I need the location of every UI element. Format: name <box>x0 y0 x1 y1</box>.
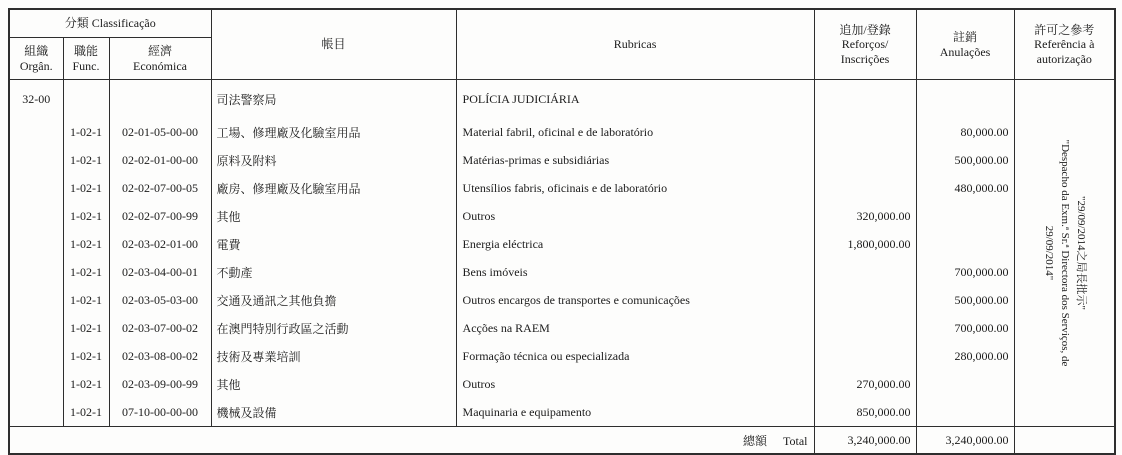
func-code: 1-02-1 <box>63 146 109 174</box>
anulacoes-amount: 700,000.00 <box>916 314 1014 342</box>
org-code <box>9 174 63 202</box>
reforcos-amount <box>814 118 916 146</box>
table-row <box>9 146 1115 174</box>
reforcos-header-zh: 追加/登錄 <box>839 22 891 37</box>
rubrica-name-pt: Acções na RAEM <box>456 314 814 342</box>
rubrica-name-pt: Energia eléctrica <box>456 230 814 258</box>
econ-code: 02-03-08-00-02 <box>109 342 211 370</box>
org-column-header <box>9 38 63 80</box>
table-row <box>9 202 1115 230</box>
account-name-zh: 技術及專業培訓 <box>211 342 456 370</box>
anulacoes-header-zh: 註銷 <box>953 30 978 45</box>
account-name-zh: 原料及附料 <box>211 146 456 174</box>
reforcos-amount: 850,000.00 <box>814 398 916 427</box>
econ-code <box>109 80 211 119</box>
total-authorization-empty-cell <box>1014 427 1115 455</box>
org-code <box>9 314 63 342</box>
account-name-zh: 在澳門特別行政區之活動 <box>211 314 456 342</box>
reforcos-amount <box>814 286 916 314</box>
econ-column-header <box>109 38 211 80</box>
econ-code: 02-02-01-00-00 <box>109 146 211 174</box>
authorization-header-zh: 許可之參考 <box>1034 22 1095 37</box>
account-name-zh: 司法警察局 <box>211 80 456 119</box>
budget-table <box>8 8 1116 455</box>
func-code: 1-02-1 <box>63 202 109 230</box>
econ-code: 02-03-09-00-99 <box>109 370 211 398</box>
rubrica-name-pt: Outros encargos de transportes e comunicações <box>456 286 814 314</box>
reforcos-amount: 320,000.00 <box>814 202 916 230</box>
reforcos-amount: 270,000.00 <box>814 370 916 398</box>
rubrica-name-pt: Utensílios fabris, oficinais e de laboratório <box>456 174 814 202</box>
header-row-group <box>9 9 1115 38</box>
econ-code: 02-03-02-01-00 <box>109 230 211 258</box>
total-reforcos-amount: 3,240,000.00 <box>814 427 916 455</box>
reforcos-header-pt2: Inscrições <box>840 51 890 66</box>
func-code: 1-02-1 <box>63 398 109 427</box>
rubrica-name-pt: Matérias-primas e subsidiárias <box>456 146 814 174</box>
func-code <box>63 80 109 119</box>
org-code <box>9 202 63 230</box>
org-code <box>9 146 63 174</box>
account-name-zh: 工場、修理廠及化驗室用品 <box>211 118 456 146</box>
total-label-pt: Total <box>783 433 808 448</box>
rubricas-column-header: Rubricas <box>456 9 814 80</box>
authorization-header-pt2: autorização <box>1036 51 1092 66</box>
table-row <box>9 286 1115 314</box>
econ-code: 07-10-00-00-00 <box>109 398 211 427</box>
table-row <box>9 370 1115 398</box>
classification-group-header: 分類 Classificação <box>9 9 211 38</box>
reforcos-column-header <box>814 9 916 80</box>
econ-code: 02-03-07-00-02 <box>109 314 211 342</box>
reforcos-amount: 1,800,000.00 <box>814 230 916 258</box>
org-code <box>9 258 63 286</box>
table-row <box>9 230 1115 258</box>
authorization-rotated-text <box>1040 95 1088 411</box>
anulacoes-amount: 280,000.00 <box>916 342 1014 370</box>
authorization-header-pt1: Referência à <box>1034 37 1095 52</box>
anulacoes-amount <box>916 370 1014 398</box>
rubrica-name-pt: Maquinaria e equipamento <box>456 398 814 427</box>
econ-code: 02-02-07-00-99 <box>109 202 211 230</box>
account-column-header: 帳目 <box>211 9 456 80</box>
account-name-zh: 其他 <box>211 370 456 398</box>
authorization-column-header <box>1014 9 1115 80</box>
anulacoes-amount <box>916 398 1014 427</box>
table-row <box>9 174 1115 202</box>
reforcos-amount <box>814 342 916 370</box>
reforcos-amount <box>814 314 916 342</box>
anulacoes-amount: 700,000.00 <box>916 258 1014 286</box>
anulacoes-header-pt: Anulações <box>939 44 991 59</box>
org-header-zh: 組織 <box>24 44 49 59</box>
authorization-line-pt1: "Despacho da Exm.ª Sr.ª Directora dos Serviços, de <box>1059 139 1072 367</box>
reforcos-header-pt1: Reforços/ <box>841 37 889 52</box>
org-code <box>9 230 63 258</box>
econ-header-zh: 經濟 <box>148 44 173 59</box>
account-name-zh: 交通及通訊之其他負擔 <box>211 286 456 314</box>
rubrica-name-pt: Outros <box>456 370 814 398</box>
authorization-line-zh: "29/09/2014之局長批示" <box>1075 195 1088 311</box>
org-code <box>9 286 63 314</box>
total-anulacoes-amount: 3,240,000.00 <box>916 427 1014 455</box>
org-code <box>9 342 63 370</box>
rubrica-name-pt: Bens imóveis <box>456 258 814 286</box>
reforcos-amount <box>814 258 916 286</box>
econ-code: 02-03-05-03-00 <box>109 286 211 314</box>
reforcos-amount <box>814 80 916 119</box>
table-row <box>9 342 1115 370</box>
table-row <box>9 314 1115 342</box>
total-row <box>9 427 1115 455</box>
func-code: 1-02-1 <box>63 230 109 258</box>
func-code: 1-02-1 <box>63 314 109 342</box>
authorization-line-pt2: 29/09/2014" <box>1043 225 1056 281</box>
account-name-zh: 不動產 <box>211 258 456 286</box>
account-name-zh: 其他 <box>211 202 456 230</box>
anulacoes-amount: 500,000.00 <box>916 146 1014 174</box>
econ-code: 02-02-07-00-05 <box>109 174 211 202</box>
rubrica-name-pt: POLÍCIA JUDICIÁRIA <box>456 80 814 119</box>
table-row <box>9 80 1115 119</box>
total-label <box>9 427 814 455</box>
org-code <box>9 370 63 398</box>
account-name-zh: 機械及設備 <box>211 398 456 427</box>
anulacoes-amount <box>916 80 1014 119</box>
authorization-reference-cell <box>1014 80 1115 427</box>
func-column-header <box>63 38 109 80</box>
func-code: 1-02-1 <box>63 258 109 286</box>
anulacoes-column-header <box>916 9 1014 80</box>
anulacoes-amount: 80,000.00 <box>916 118 1014 146</box>
reforcos-amount <box>814 174 916 202</box>
func-code: 1-02-1 <box>63 174 109 202</box>
rubrica-name-pt: Formação técnica ou especializada <box>456 342 814 370</box>
org-code <box>9 398 63 427</box>
rubrica-name-pt: Material fabril, oficinal e de laboratório <box>456 118 814 146</box>
func-header-zh: 職能 <box>73 44 98 59</box>
org-header-pt: Orgân. <box>19 58 53 73</box>
account-name-zh: 廠房、修理廠及化驗室用品 <box>211 174 456 202</box>
org-code <box>9 118 63 146</box>
anulacoes-amount: 480,000.00 <box>916 174 1014 202</box>
anulacoes-amount <box>916 230 1014 258</box>
account-name-zh: 電費 <box>211 230 456 258</box>
func-code: 1-02-1 <box>63 342 109 370</box>
reforcos-amount <box>814 146 916 174</box>
econ-header-pt: Económica <box>133 58 187 73</box>
org-code: 32-00 <box>9 80 63 119</box>
func-code: 1-02-1 <box>63 370 109 398</box>
table-row <box>9 398 1115 427</box>
table-row <box>9 258 1115 286</box>
func-code: 1-02-1 <box>63 286 109 314</box>
anulacoes-amount: 500,000.00 <box>916 286 1014 314</box>
anulacoes-amount <box>916 202 1014 230</box>
func-code: 1-02-1 <box>63 118 109 146</box>
func-header-pt: Func. <box>72 58 100 73</box>
table-row <box>9 118 1115 146</box>
total-label-zh: 總額 <box>743 433 768 448</box>
econ-code: 02-01-05-00-00 <box>109 118 211 146</box>
econ-code: 02-03-04-00-01 <box>109 258 211 286</box>
rubrica-name-pt: Outros <box>456 202 814 230</box>
